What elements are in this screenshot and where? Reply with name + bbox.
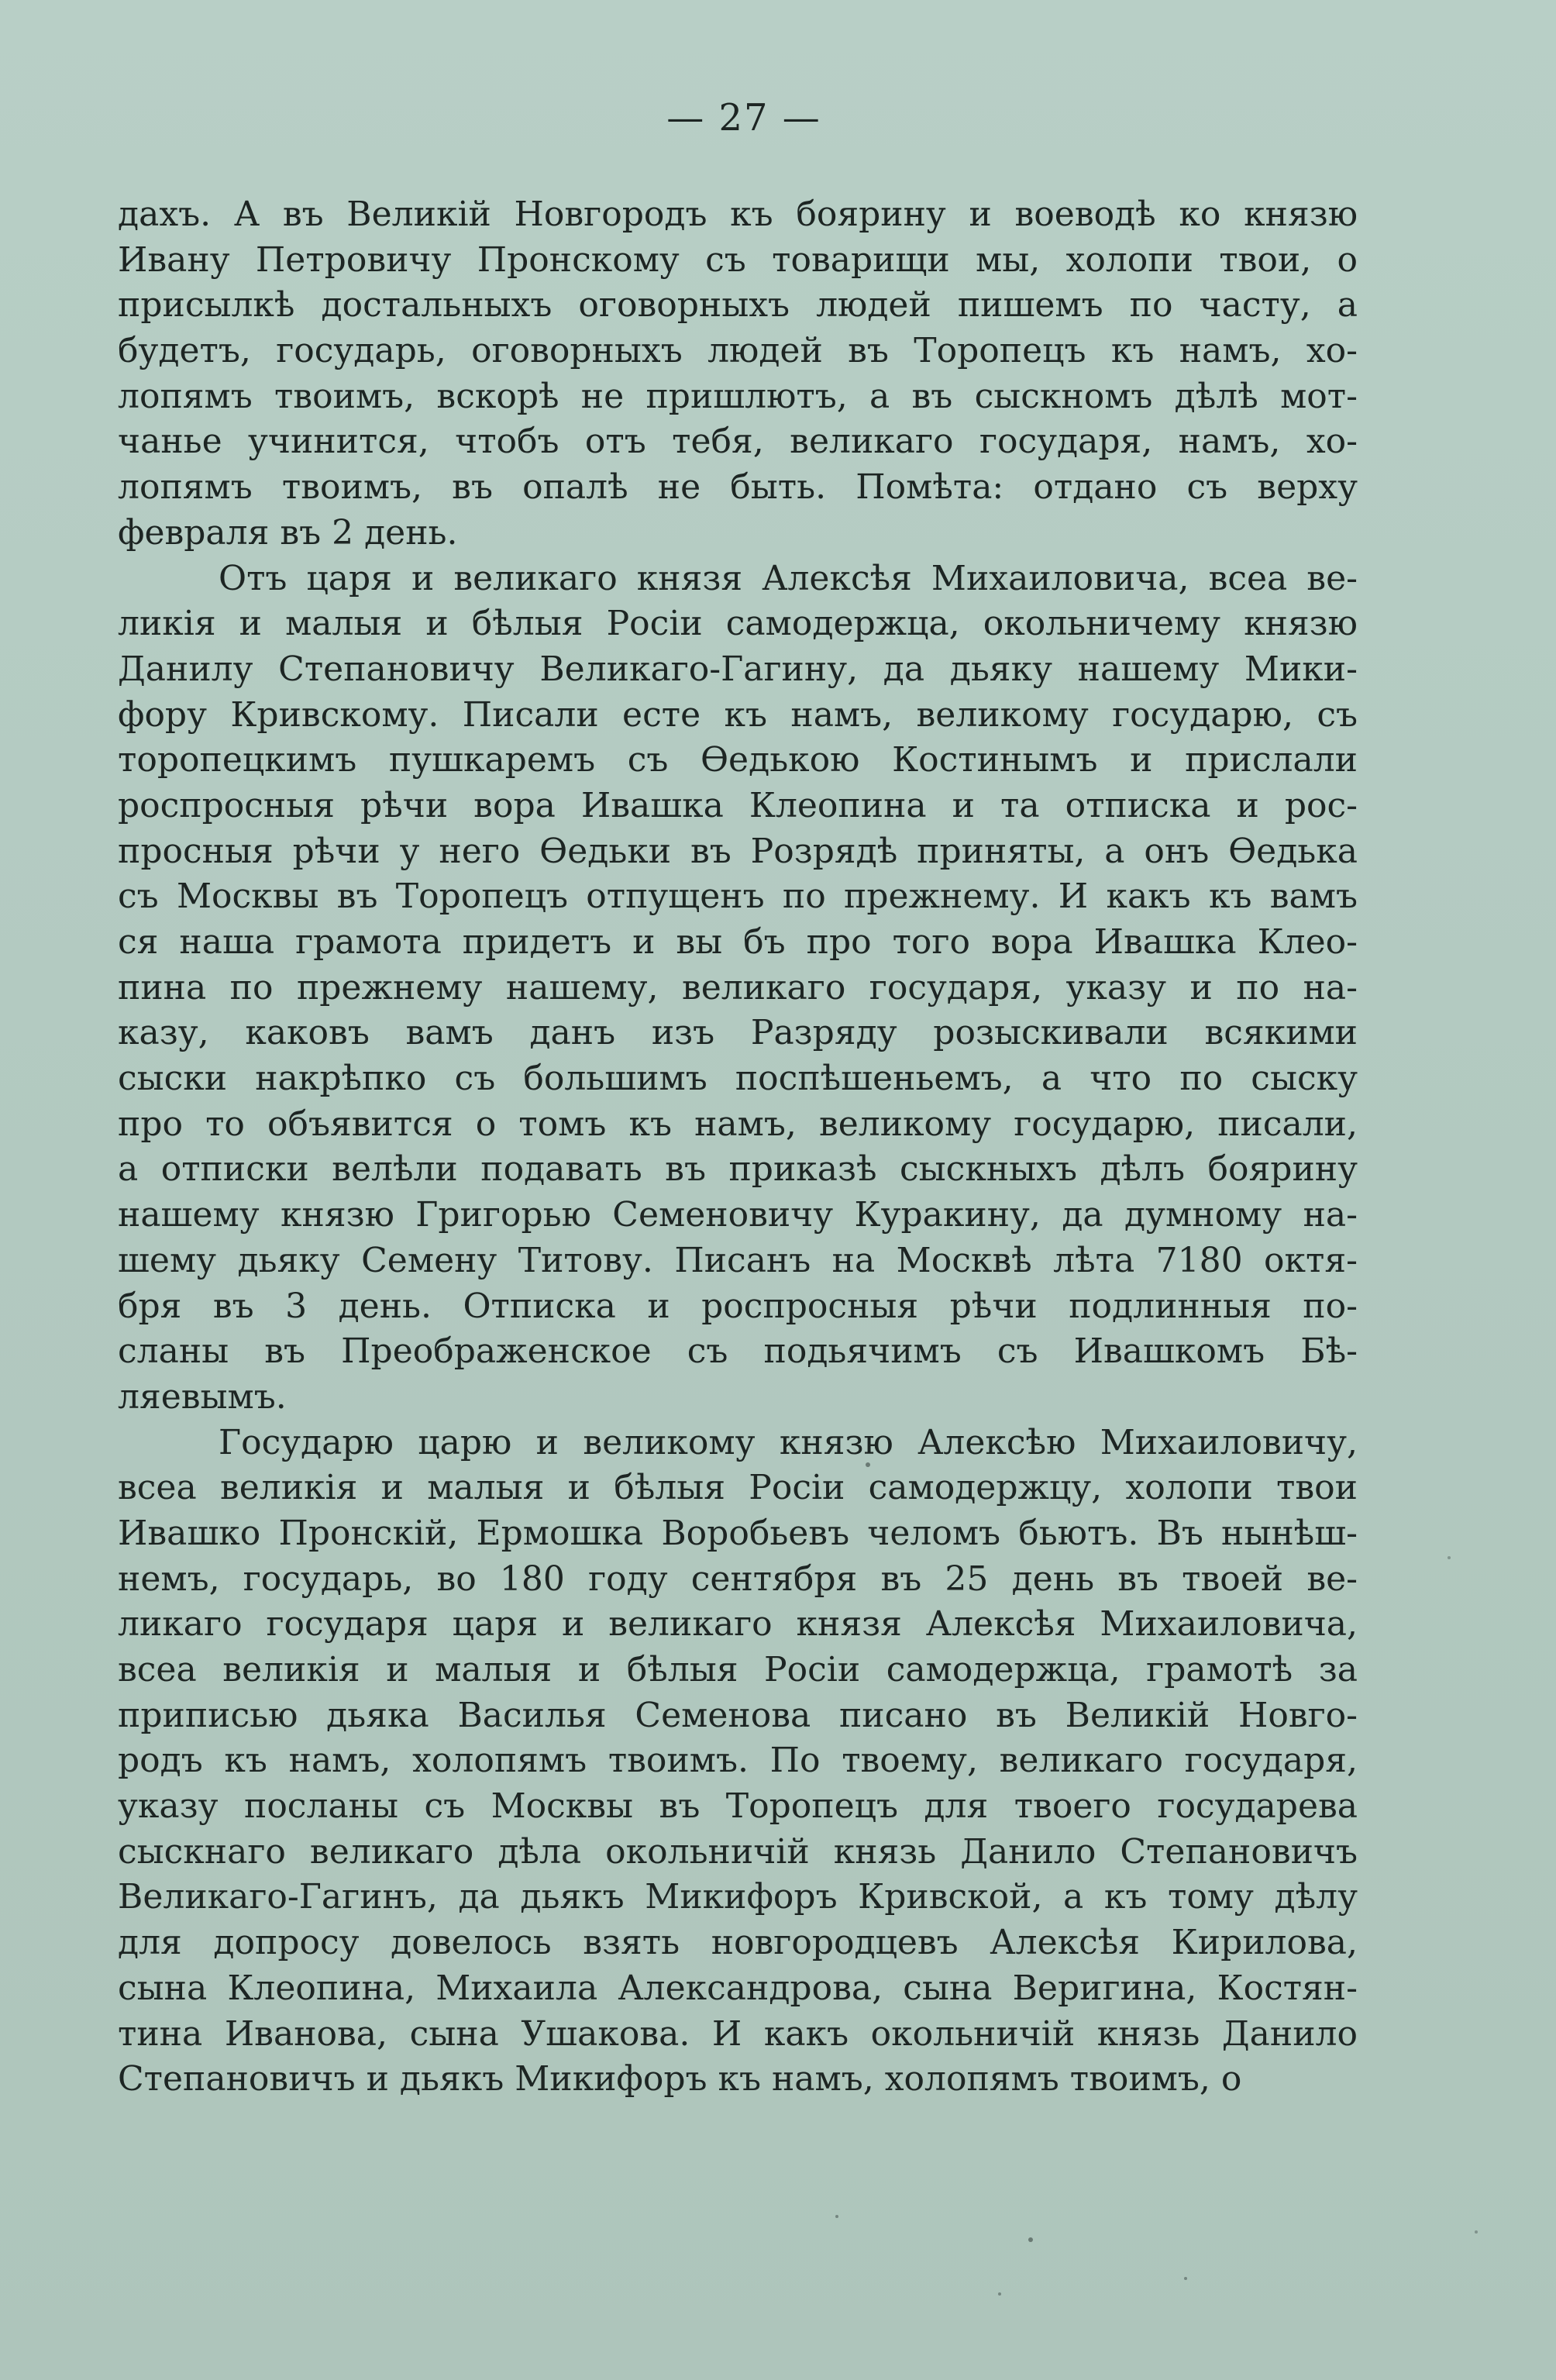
text-line: Ивану Петровичу Пронскому съ товарищи мы, холопи твои, о <box>118 239 1358 280</box>
text-line: пина по прежнему нашему, великаго государя, указу и по на- <box>118 967 1358 1007</box>
text-line: роспросныя рѣчи вора Ивашка Клеопина и та отписка и рос- <box>118 785 1358 825</box>
text-line: а отписки велѣли подавать въ приказѣ сыскныхъ дѣлъ боярину <box>118 1149 1358 1190</box>
text-line: нашему князю Григорью Семеновичу Куракину, да думному на- <box>118 1195 1358 1235</box>
text-line: ся наша грамота придетъ и вы бъ про того вора Ивашка Клео- <box>118 922 1358 962</box>
text-line: присылкѣ достальныхъ оговорныхъ людей пишемъ по часту, а <box>118 285 1358 325</box>
text-line: указу посланы съ Москвы въ Торопецъ для твоего государева <box>118 1786 1358 1827</box>
text-line: лопямъ твоимъ, вскорѣ не пришлютъ, а въ сыскномъ дѣлѣ мот- <box>118 376 1358 416</box>
text-line: всеа великія и малыя и бѣлыя Росіи самодержцу, холопи твои <box>118 1468 1358 1508</box>
text-line: про то объявится о томъ къ намъ, великому государю, писали, <box>118 1104 1358 1144</box>
text-line: родъ къ намъ, холопямъ твоимъ. По твоему, великаго государя, <box>118 1741 1358 1781</box>
text-line: Данилу Степановичу Великаго-Гагину, да дьяку нашему Мики- <box>118 649 1358 689</box>
text-line: приписью дьяка Василья Семенова писано въ Великій Новго- <box>118 1695 1358 1735</box>
page-number: — 27 — <box>666 96 821 139</box>
text-line: тина Иванова, сына Ушакова. И какъ окольничій князь Данило <box>118 2013 1358 2054</box>
text-line: сыскнаго великаго дѣла окольничій князь Данило Степановичъ <box>118 1831 1358 1872</box>
text-line: сыски накрѣпко съ большимъ поспѣшеньемъ, а что по сыску <box>118 1059 1358 1099</box>
text-line: Великаго-Гагинъ, да дьякъ Микифоръ Кривской, а къ тому дѣлу <box>118 1877 1358 1917</box>
text-line: шему дьяку Семену Титову. Писанъ на Москвѣ лѣта 7180 октя- <box>118 1240 1358 1280</box>
text-line: Ивашко Пронскій, Ермошка Воробьевъ челомъ бьютъ. Въ нынѣш- <box>118 1513 1358 1553</box>
text-line: Отъ царя и великаго князя Алексѣя Михаиловича, всеа ве- <box>219 558 1358 598</box>
text-line: февраля въ 2 день. <box>118 512 458 553</box>
text-line: для допросу довелось взять новгородцевъ Алексѣя Кирилова, <box>118 1923 1358 1963</box>
text-line: ляевымъ. <box>118 1376 287 1417</box>
text-line: будетъ, государь, оговорныхъ людей въ Торопецъ къ намъ, хо- <box>118 331 1358 371</box>
body-text <box>118 192 1358 2103</box>
text-line: ликія и малыя и бѣлыя Росіи самодержца, окольничему князю <box>118 604 1358 644</box>
text-line: торопецкимъ пушкаремъ съ Ѳедькою Костинымъ и прислали <box>118 740 1358 780</box>
text-line: дахъ. А въ Великій Новгородъ къ боярину и воеводѣ ко князю <box>118 195 1358 234</box>
text-line: лопямъ твоимъ, въ опалѣ не быть. Помѣта: отдано съ верху <box>118 467 1358 508</box>
text-line: съ Москвы въ Торопецъ отпущенъ по прежнему. И какъ къ вамъ <box>118 877 1358 917</box>
text-line: бря въ 3 день. Отписка и роспросныя рѣчи подлинныя по- <box>118 1286 1358 1326</box>
text-line: сына Клеопина, Михаила Александрова, сына Веригина, Костян- <box>118 1968 1358 2008</box>
text-line: сланы въ Преображенское съ подьячимъ съ Ивашкомъ Бѣ- <box>118 1331 1358 1372</box>
text-line: фору Кривскому. Писали есте къ намъ, великому государю, съ <box>118 694 1358 735</box>
text-line: Степановичъ и дьякъ Микифоръ къ намъ, холопямъ твоимъ, о <box>118 2059 1242 2099</box>
text-line: чанье учинится, чтобъ отъ тебя, великаго государя, намъ, хо- <box>118 422 1358 462</box>
text-line: казу, каковъ вамъ данъ изъ Разряду розыскивали всякими <box>118 1013 1358 1053</box>
text-line: Государю царю и великому князю Алексѣю Михаиловичу, <box>219 1422 1358 1462</box>
text-line: ликаго государя царя и великаго князя Алексѣя Михаиловича, <box>118 1604 1358 1645</box>
text-line: всеа великія и малыя и бѣлыя Росіи самодержца, грамотѣ за <box>118 1650 1358 1689</box>
text-line: просныя рѣчи у него Ѳедьки въ Розрядѣ приняты, а онъ Ѳедька <box>118 831 1358 871</box>
text-line: немъ, государь, во 180 году сентября въ 25 день въ твоей ве- <box>118 1559 1358 1599</box>
